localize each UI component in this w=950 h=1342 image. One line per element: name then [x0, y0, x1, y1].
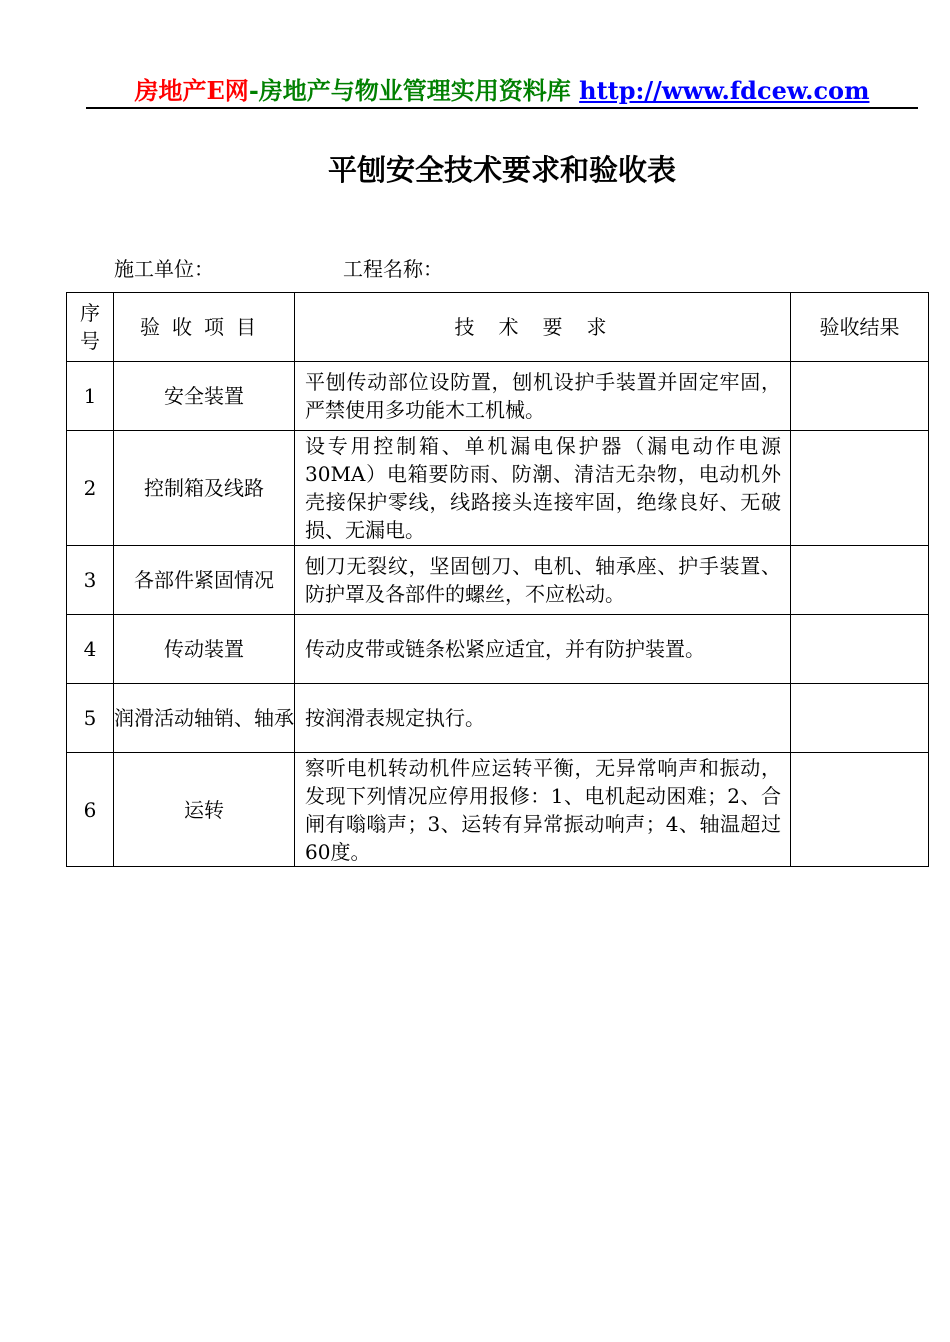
row-item: 运转: [114, 753, 295, 867]
table-row: [67, 362, 929, 431]
header-no-line2: 号: [80, 329, 100, 353]
header-item: [114, 293, 295, 362]
page-header: [86, 74, 918, 109]
row-item: 安全装置: [114, 362, 295, 431]
row-requirement: 设专用控制箱、单机漏电保护器（漏电动作电源30MA）电箱要防雨、防潮、清洁无杂物，电动机外壳接保护零线，线路接头连接牢固，绝缘良好、无破损、无漏电。: [295, 431, 791, 546]
row-result[interactable]: [791, 615, 929, 684]
header-result-label: 验收结果: [819, 315, 900, 339]
table-row: [67, 615, 929, 684]
row-item: 各部件紧固情况: [114, 546, 295, 615]
row-item: 传动装置: [114, 615, 295, 684]
row-requirement: 传动皮带或链条松紧应适宜，并有防护装置。: [295, 615, 791, 684]
header-item-label: 验收项目: [140, 315, 268, 339]
table-header-row: [67, 293, 929, 362]
project-name-label: 工程名称：: [343, 257, 443, 281]
row-result[interactable]: [791, 753, 929, 867]
row-no: 4: [67, 615, 114, 684]
row-no: 5: [67, 684, 114, 753]
row-result[interactable]: [791, 431, 929, 546]
header-url-link[interactable]: http://www.fdcew.com: [579, 76, 870, 105]
header-separator: -: [248, 76, 259, 105]
row-result[interactable]: [791, 546, 929, 615]
table-row: [67, 546, 929, 615]
table-row: [67, 753, 929, 867]
header-brand: 房地产E网: [134, 76, 249, 105]
header-tagline: 房地产与物业管理实用资料库: [258, 76, 571, 105]
document-title: 平刨安全技术要求和验收表: [327, 153, 676, 187]
row-result[interactable]: [791, 362, 929, 431]
construction-unit-label: 施工单位：: [114, 257, 214, 281]
header-requirement-label: 技术要求: [454, 315, 631, 339]
header-no-line1: 序: [80, 301, 100, 325]
row-requirement: 平刨传动部位设防置，刨机设护手装置并固定牢固，严禁使用多功能木工机械。: [295, 362, 791, 431]
row-requirement: 刨刀无裂纹，坚固刨刀、电机、轴承座、护手装置、防护罩及各部件的螺丝，不应松动。: [295, 546, 791, 615]
table-row: [67, 431, 929, 546]
row-result[interactable]: [791, 684, 929, 753]
acceptance-table: [66, 292, 929, 867]
row-item: 润滑活动轴销、轴承: [114, 684, 295, 753]
table-row: [67, 684, 929, 753]
row-no: 6: [67, 753, 114, 867]
header-requirement: [295, 293, 791, 362]
row-requirement: 按润滑表规定执行。: [295, 684, 791, 753]
row-no: 3: [67, 546, 114, 615]
row-requirement: 察听电机转动机件应运转平衡，无异常响声和振动，发现下列情况应停用报修：1、电机起动困难；2、合闸有嗡嗡声；3、运转有异常振动响声；4、轴温超过60度。: [295, 753, 791, 867]
header-no: [67, 293, 114, 362]
row-no: 1: [67, 362, 114, 431]
row-item: 控制箱及线路: [114, 431, 295, 546]
header-result: [791, 293, 929, 362]
row-no: 2: [67, 431, 114, 546]
